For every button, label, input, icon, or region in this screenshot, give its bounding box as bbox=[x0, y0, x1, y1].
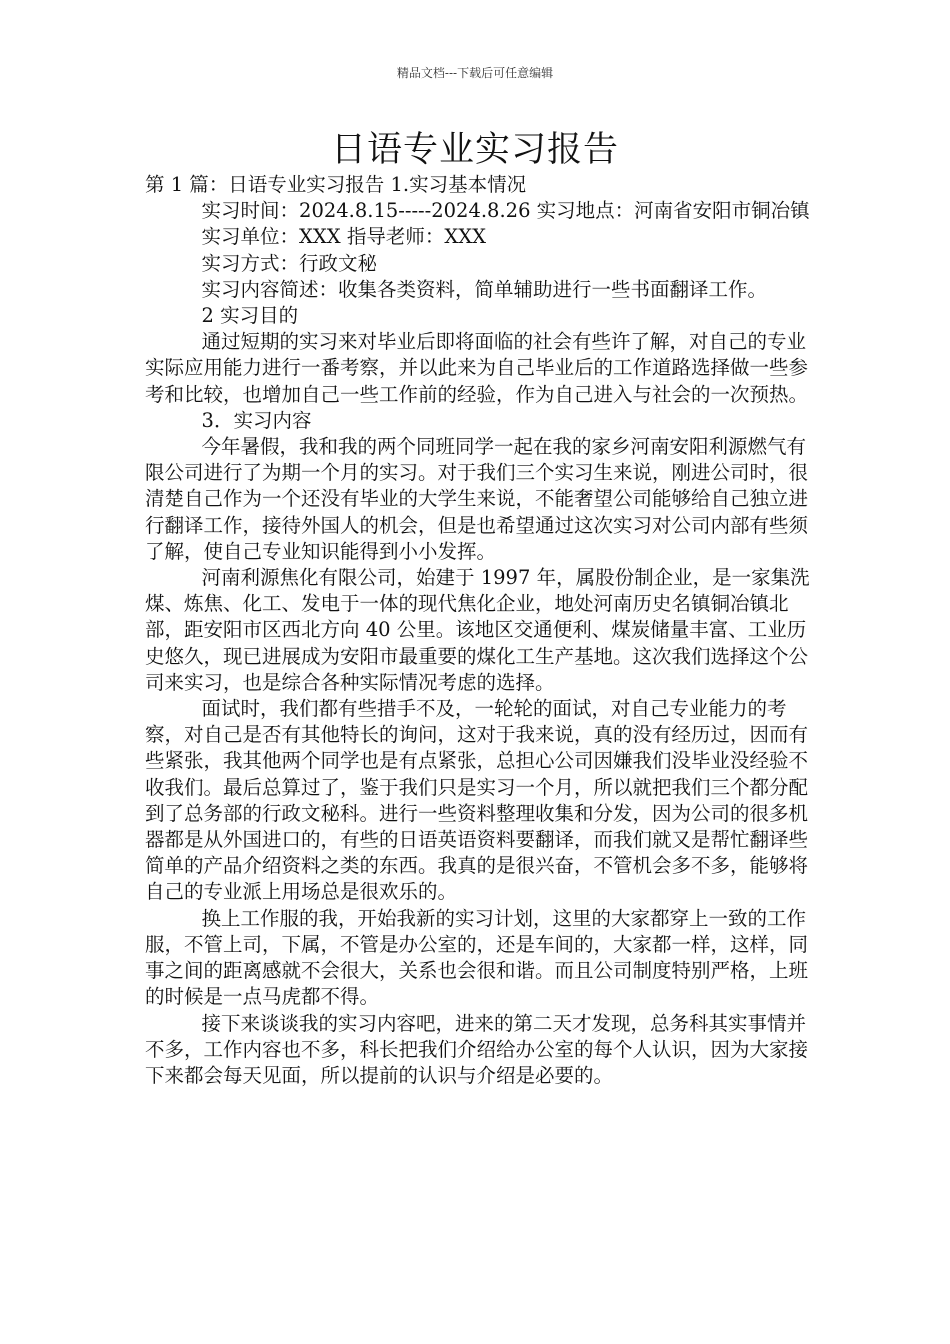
paragraph-content-1: 今年暑假，我和我的两个同班同学一起在我的家乡河南安阳利源燃气有限公司进行了为期一个月的实习。对于我们三个实习生来说，刚进公司时，很清楚自己作为一个还没有毕业的大学生来说，不能奢望公司能够给自己独立进行翻译工作，接待外国人的机会，但是也希望通过这次实习对公司内部有些须了解，使自己专业知识能得到小小发挥。 bbox=[145, 435, 809, 563]
paragraph-internship-unit: 实习单位：XXX 指导老师：XXX bbox=[201, 225, 487, 249]
paragraph-purpose: 通过短期的实习来对毕业后即将面临的社会有些许了解，对自己的专业实际应用能力进行一番考察，并以此来为自己毕业后的工作道路选择做一些参考和比较，也增加自己一些工作前的经验，作为自己进入与社会的一次预热。 bbox=[145, 330, 809, 406]
document-body bbox=[145, 172, 815, 1089]
paragraph-internship-mode: 实习方式：行政文秘 bbox=[201, 251, 378, 275]
paragraph-content-4: 换上工作服的我，开始我新的实习计划，这里的大家都穿上一致的工作服，不管上司，下属，不管是办公室的，还是车间的，大家都一样，这样，同事之间的距离感就不会很大，关系也会很和谐。而且公司制度特别严格，上班的时候是一点马虎都不得。 bbox=[145, 906, 809, 1009]
paragraph-internship-summary: 实习内容简述：收集各类资料，简单辅助进行一些书面翻译工作。 bbox=[201, 277, 768, 301]
section-heading-content: 3．实习内容 bbox=[201, 408, 312, 432]
paragraph-content-2: 河南利源焦化有限公司，始建于 1997 年，属股份制企业，是一家集洗煤、炼焦、化工、发电于一体的现代焦化企业，地处河南历史名镇铜冶镇北部，距安阳市区西北方向 40 公里。该地区交通便利、煤炭储量丰富、工业历史悠久，现已进展成为安阳市最重要的煤化工生产基地。这次我们选择这个公司来实习，也是综合各种实际情况考虑的选择。 bbox=[145, 566, 810, 694]
paragraph-internship-time: 实习时间：2024.8.15-----2024.8.26 实习地点：河南省安阳市铜冶镇 bbox=[201, 199, 810, 223]
paragraph-content-3: 面试时，我们都有些措手不及，一轮轮的面试，对自己专业能力的考察，对自己是否有其他特长的询问，这对于我来说，真的没有经历过，因而有些紧张，我其他两个同学也是有点紧张，总担心公司因嫌我们没毕业没经验不收我们。最后总算过了，鉴于我们只是实习一个月，所以就把我们三个都分配到了总务部的行政文秘科。进行一些资料整理收集和分发，因为公司的很多机器都是从外国进口的，有些的日语英语资料要翻译，而我们就又是帮忙翻译些简单的产品介绍资料之类的东西。我真的是很兴奋，不管机会多不多，能够将自己的专业派上用场总是很欢乐的。 bbox=[145, 697, 809, 904]
page-header-note: 精品文档---下载后可任意编辑 bbox=[396, 66, 554, 80]
section-subheading: 第 1 篇：日语专业实习报告 1.实习基本情况 bbox=[145, 173, 527, 196]
document-title: 日语专业实习报告 bbox=[330, 130, 619, 170]
paragraph-content-5: 接下来谈谈我的实习内容吧，进来的第二天才发现，总务科其实事情并不多，工作内容也不多，科长把我们介绍给办公室的每个人认识，因为大家接下来都会每天见面，所以提前的认识与介绍是必要的。 bbox=[145, 1011, 809, 1087]
section-heading-purpose: 2 实习目的 bbox=[201, 304, 299, 328]
